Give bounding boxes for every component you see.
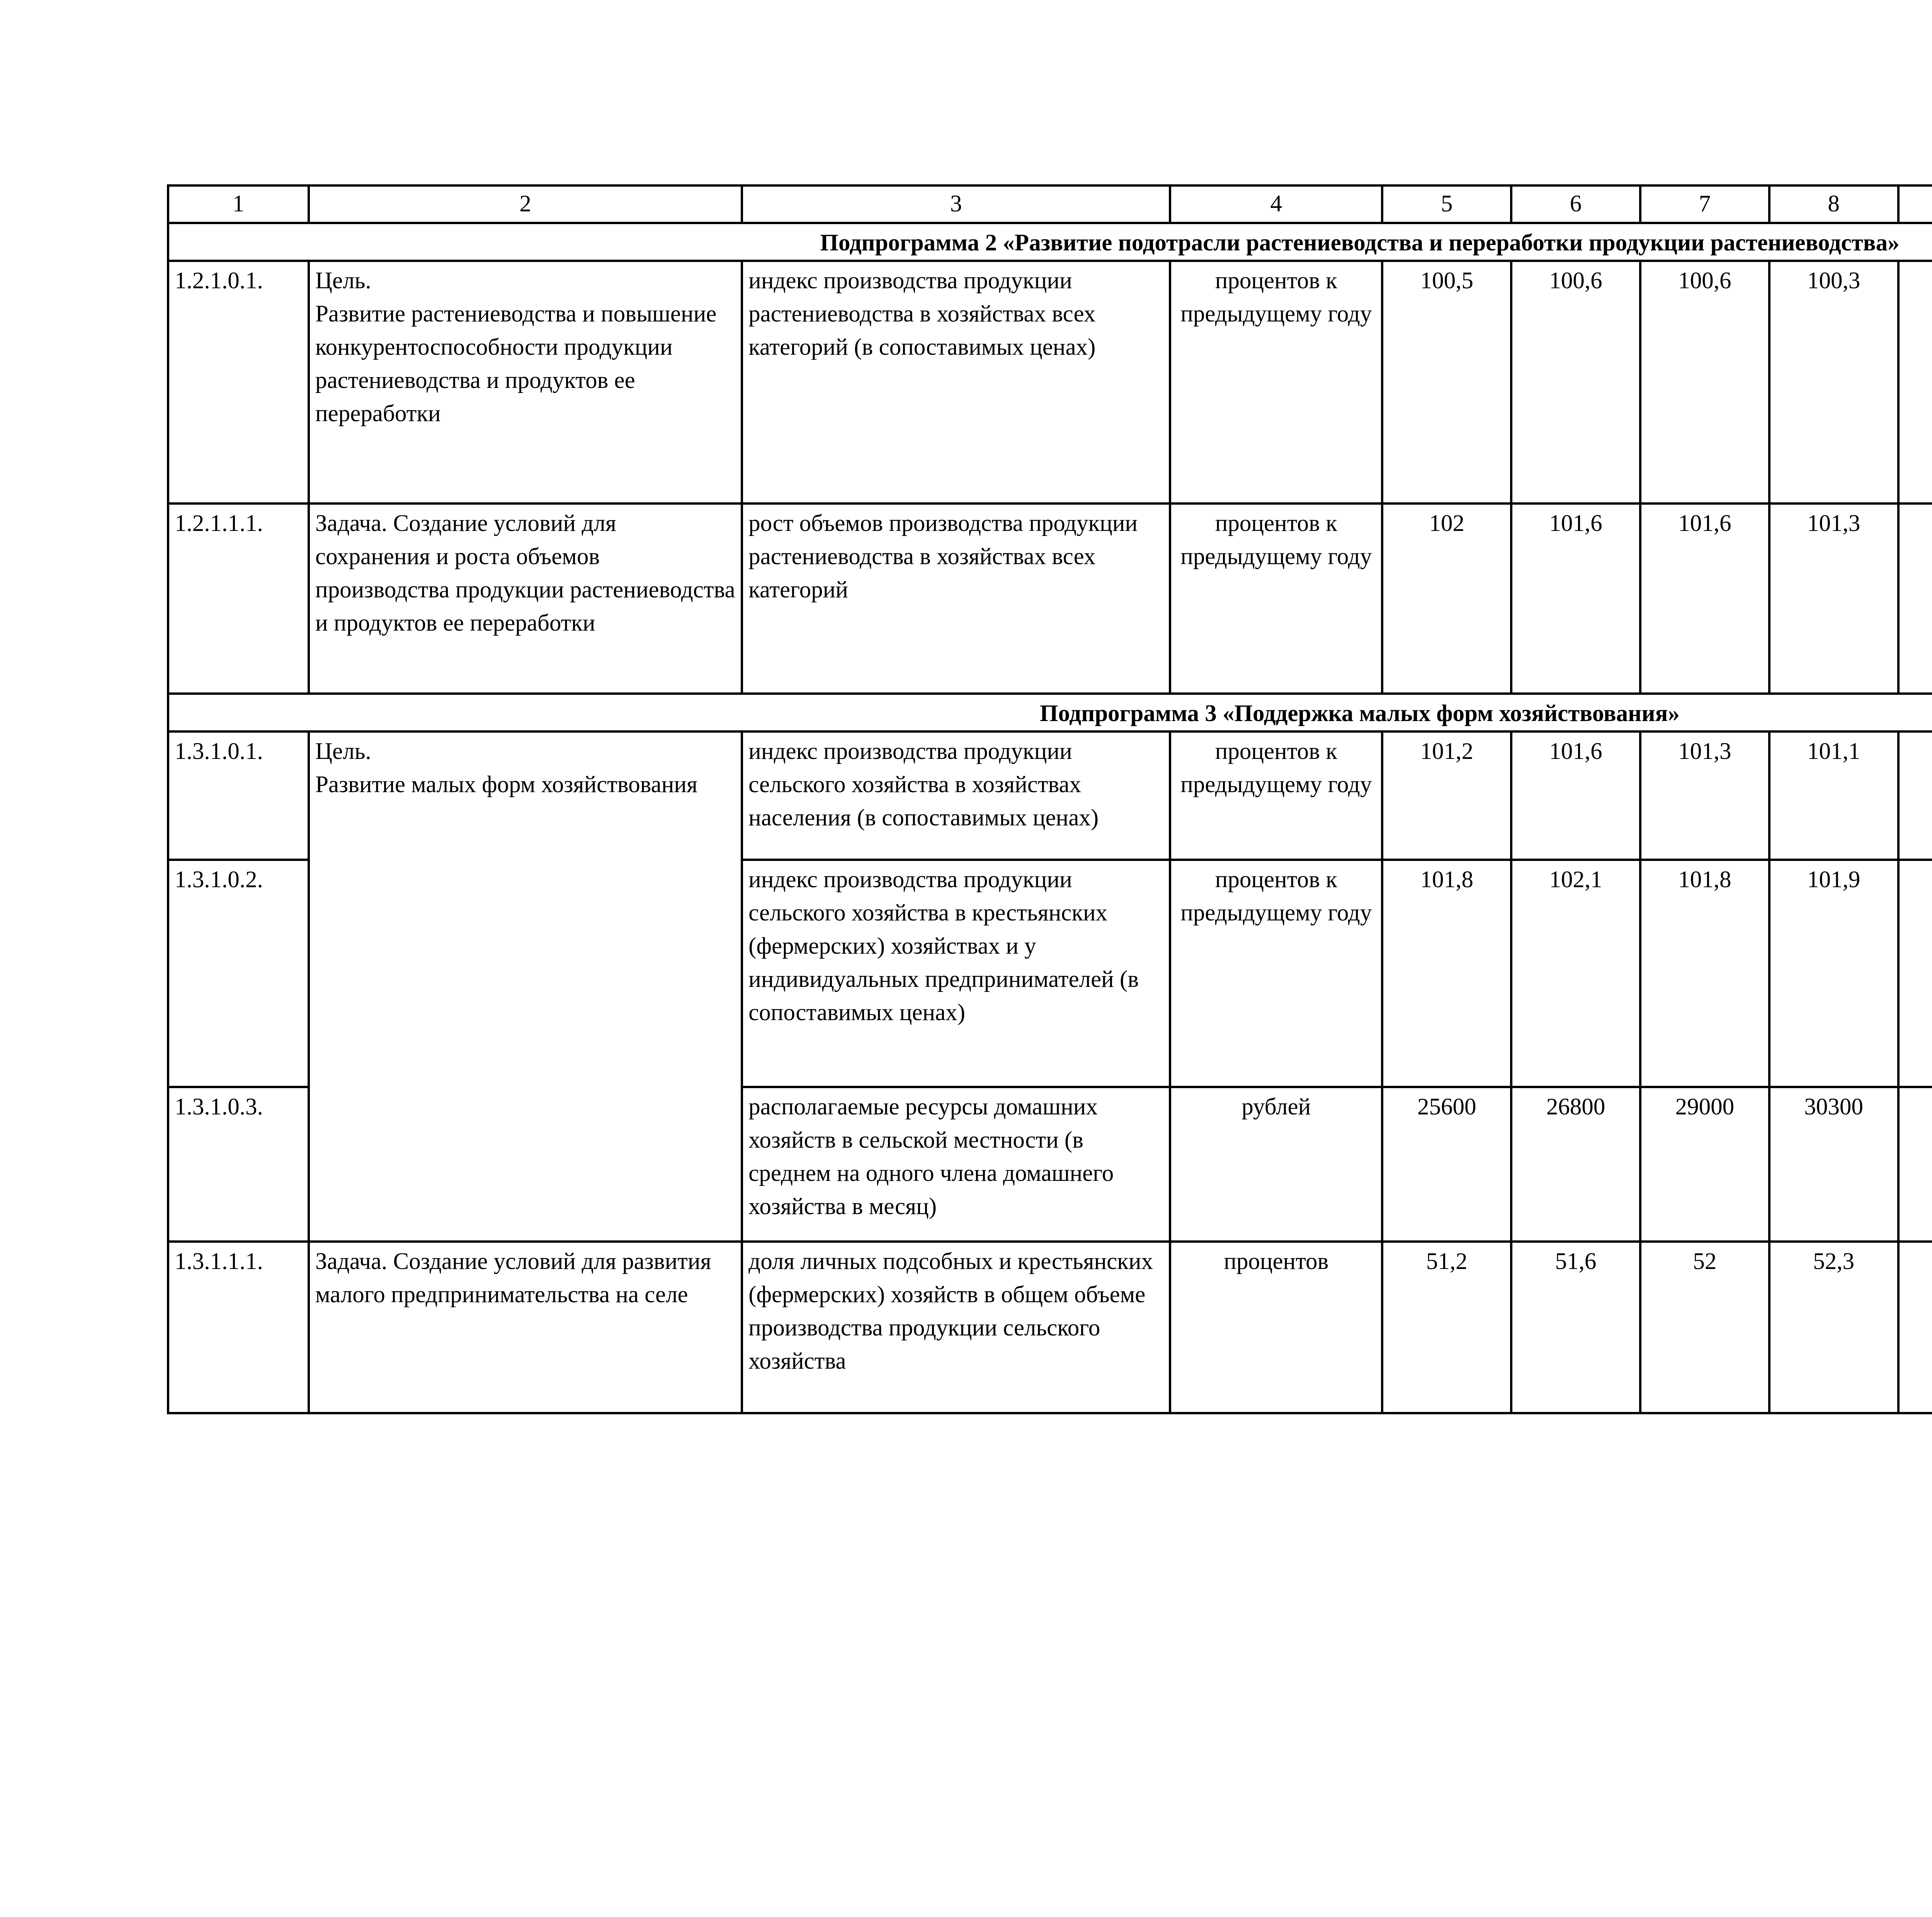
- value-cell: 101,8: [1640, 860, 1769, 1087]
- indicator-cell: индекс производства продукции сельского хозяйства в хозяйствах населения (в сопоставимых ценах): [742, 731, 1170, 860]
- column-number: 1: [168, 185, 309, 223]
- indicator-cell: рост объемов производства продукции растениеводства в хозяйствах всех категорий: [742, 503, 1170, 694]
- column-number: 3: [742, 185, 1170, 223]
- value-cell: 101,3: [1769, 503, 1898, 694]
- row-code: 1.3.1.0.1.: [168, 731, 309, 860]
- goal-cell: Задача. Создание условий для развития малого предпринимательства на селе: [309, 1242, 742, 1413]
- table-row: [168, 1242, 1932, 1413]
- column-number: 5: [1382, 185, 1511, 223]
- unit-cell: рублей: [1170, 1087, 1382, 1242]
- value-cell: 101,2: [1382, 731, 1511, 860]
- section-title: Подпрограмма 2 «Развитие подотрасли растениеводства и переработки продукции растениеводства»: [168, 223, 1932, 261]
- column-number: [1898, 185, 1932, 223]
- value-cell: 51,2: [1382, 1242, 1511, 1413]
- value-cell: 102,1: [1511, 860, 1640, 1087]
- value-cell: 101,1: [1769, 731, 1898, 860]
- section-title: Подпрограмма 3 «Поддержка малых форм хозяйствования»: [168, 694, 1932, 731]
- value-cell: [1898, 1242, 1932, 1413]
- column-number: 7: [1640, 185, 1769, 223]
- table-row: [168, 261, 1932, 503]
- indicator-cell: индекс производства продукции сельского хозяйства в крестьянских (фермерских) хозяйствах и у индивидуальных предпринимателей (в сопоставимых ценах): [742, 860, 1170, 1087]
- value-cell: 26800: [1511, 1087, 1640, 1242]
- column-number: 4: [1170, 185, 1382, 223]
- column-number: 6: [1511, 185, 1640, 223]
- column-number: 2: [309, 185, 742, 223]
- value-cell: 101,3: [1640, 731, 1769, 860]
- column-number: 8: [1769, 185, 1898, 223]
- value-cell: 101,6: [1511, 731, 1640, 860]
- table-row: [168, 503, 1932, 694]
- value-cell: 100,6: [1511, 261, 1640, 503]
- value-cell: 29000: [1640, 1087, 1769, 1242]
- value-cell: [1898, 503, 1932, 694]
- unit-cell: процентов к предыдущему году: [1170, 261, 1382, 503]
- unit-cell: процентов к предыдущему году: [1170, 860, 1382, 1087]
- table-row: [168, 731, 1932, 860]
- value-cell: 52,3: [1769, 1242, 1898, 1413]
- indicators-table: [167, 184, 1932, 1414]
- indicator-cell: располагаемые ресурсы домашних хозяйств в сельской местности (в среднем на одного члена домашнего хозяйства в месяц): [742, 1087, 1170, 1242]
- row-code: 1.2.1.0.1.: [168, 261, 309, 503]
- indicator-cell: доля личных подсобных и крестьянских (фермерских) хозяйств в общем объеме производства продукции сельского хозяйства: [742, 1242, 1170, 1413]
- value-cell: [1898, 1087, 1932, 1242]
- column-number-header-row: [168, 185, 1932, 223]
- value-cell: 25600: [1382, 1087, 1511, 1242]
- value-cell: 101,9: [1769, 860, 1898, 1087]
- value-cell: 100,5: [1382, 261, 1511, 503]
- value-cell: [1898, 860, 1932, 1087]
- value-cell: 100,6: [1640, 261, 1769, 503]
- value-cell: 100,3: [1769, 261, 1898, 503]
- value-cell: 101,6: [1640, 503, 1769, 694]
- goal-cell: Цель. Развитие малых форм хозяйствования: [309, 731, 742, 1242]
- unit-cell: процентов к предыдущему году: [1170, 731, 1382, 860]
- section-header-row: [168, 694, 1932, 731]
- row-code: 1.2.1.1.1.: [168, 503, 309, 694]
- section-header-row: [168, 223, 1932, 261]
- value-cell: 102: [1382, 503, 1511, 694]
- row-code: 1.3.1.0.3.: [168, 1087, 309, 1242]
- value-cell: 101,6: [1511, 503, 1640, 694]
- indicator-cell: индекс производства продукции растениеводства в хозяйствах всех категорий (в сопоставимых ценах): [742, 261, 1170, 503]
- goal-cell: Задача. Создание условий для сохранения и роста объемов производства продукции растениеводства и продуктов ее переработки: [309, 503, 742, 694]
- value-cell: 52: [1640, 1242, 1769, 1413]
- unit-cell: процентов к предыдущему году: [1170, 503, 1382, 694]
- value-cell: [1898, 261, 1932, 503]
- value-cell: 51,6: [1511, 1242, 1640, 1413]
- unit-cell: процентов: [1170, 1242, 1382, 1413]
- value-cell: 101,8: [1382, 860, 1511, 1087]
- goal-cell: Цель. Развитие растениеводства и повышение конкурентоспособности продукции растениеводства и продуктов ее переработки: [309, 261, 742, 503]
- row-code: 1.3.1.0.2.: [168, 860, 309, 1087]
- value-cell: [1898, 731, 1932, 860]
- value-cell: 30300: [1769, 1087, 1898, 1242]
- row-code: 1.3.1.1.1.: [168, 1242, 309, 1413]
